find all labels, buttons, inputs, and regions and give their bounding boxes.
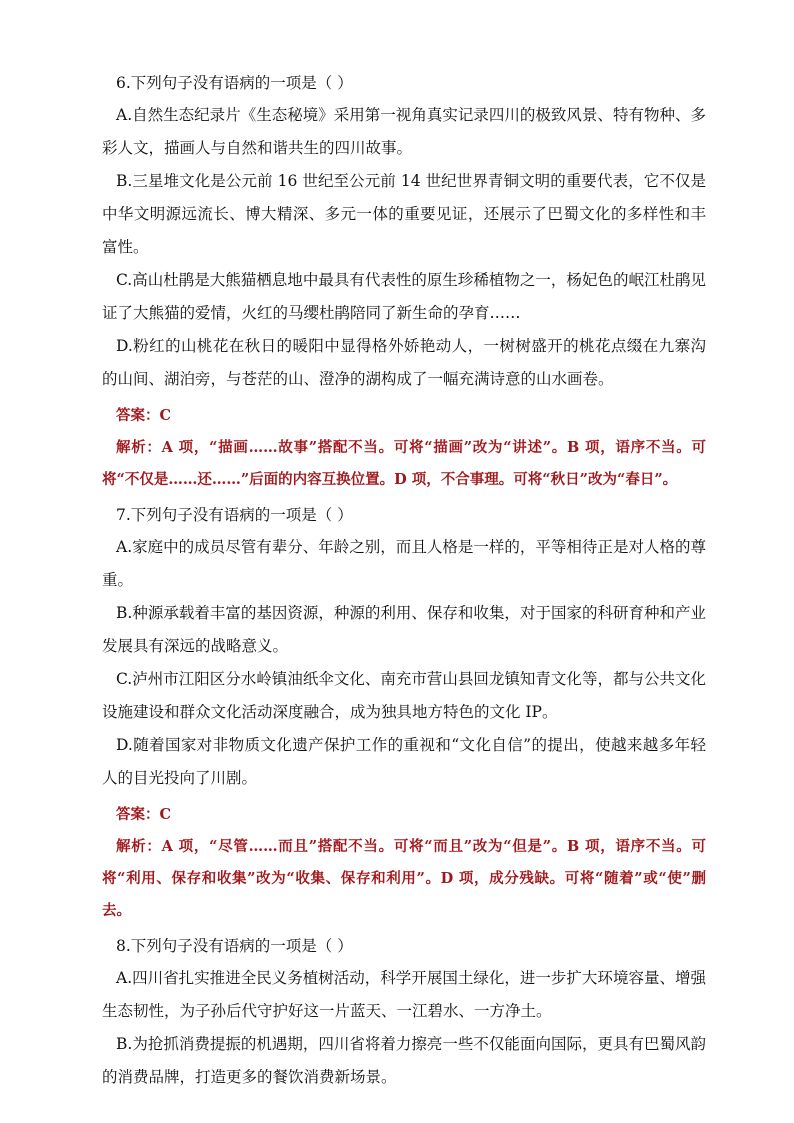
option-d: D.随着国家对非物质文化遗产保护工作的重视和“文化自信”的提出，使越来越多年轻人的目光投向了川剧。 xyxy=(102,736,706,787)
question-8 xyxy=(102,931,706,1094)
option-b: B.种源承载着丰富的基因资源，种源的利用、保存和收集，对于国家的科研育种和产业发展具有深远的战略意义。 xyxy=(102,604,706,655)
question-7 xyxy=(102,500,706,927)
question-6 xyxy=(102,68,706,496)
analysis: 解析：A 项，“描画……故事”搭配不当。可将“描画”改为“讲述”。B 项，语序不当。可将“不仅是……还……”后面的内容互换位置。D 项，不合事理。可将“秋日”改为“春日”。 xyxy=(102,439,706,488)
option-b: B.为抢抓消费提振的机遇期，四川省将着力擦亮一些不仅能面向国际，更具有巴蜀风韵的消费品牌，打造更多的餐饮消费新场景。 xyxy=(102,1035,706,1086)
question-title: 7.下列句子没有语病的一项是（ ） xyxy=(116,506,353,524)
analysis: 解析：A 项，“尽管……而且”搭配不当。可将“而且”改为“但是”。B 项，语序不当。可将“利用、保存和收集”改为“收集、保存和利用”。D 项，成分残缺。可将“随着”或“使”删去。 xyxy=(102,838,706,919)
option-c: C.泸州市江阳区分水岭镇油纸伞文化、南充市营山县回龙镇知青文化等，都与公共文化设施建设和群众文化活动深度融合，成为独具地方特色的文化 IP。 xyxy=(102,670,706,721)
option-a: A.家庭中的成员尽管有辈分、年龄之别，而且人格是一样的，平等相待正是对人格的尊重。 xyxy=(102,538,706,589)
answer: 答案：C xyxy=(116,806,172,823)
option-b: B.三星堆文化是公元前 16 世纪至公元前 14 世纪世界青铜文明的重要代表，它不仅是中华文明源远流长、博大精深、多元一体的重要见证，还展示了巴蜀文化的多样性和丰富性。 xyxy=(102,172,706,256)
option-a: A.四川省扎实推进全民义务植树活动，科学开展国土绿化，进一步扩大环境容量、增强生态韧性，为子孙后代守护好这一片蓝天、一江碧水、一方净土。 xyxy=(102,969,706,1020)
option-a: A.自然生态纪录片《生态秘境》采用第一视角真实记录四川的极致风景、特有物种、多彩人文，描画人与自然和谐共生的四川故事。 xyxy=(102,106,706,157)
question-title: 6.下列句子没有语病的一项是（ ） xyxy=(116,74,353,92)
option-c: C.高山杜鹃是大熊猫栖息地中最具有代表性的原生珍稀植物之一，杨妃色的岷江杜鹃见证了大熊猫的爱情，火红的马缨杜鹃陪同了新生命的孕育…… xyxy=(102,271,706,322)
question-title: 8.下列句子没有语病的一项是（ ） xyxy=(116,937,353,955)
option-d: D.粉红的山桃花在秋日的暖阳中显得格外娇艳动人，一树树盛开的桃花点缀在九寨沟的山间、湖泊旁，与苍茫的山、澄净的湖构成了一幅充满诗意的山水画卷。 xyxy=(102,337,706,388)
answer: 答案：C xyxy=(116,407,172,424)
